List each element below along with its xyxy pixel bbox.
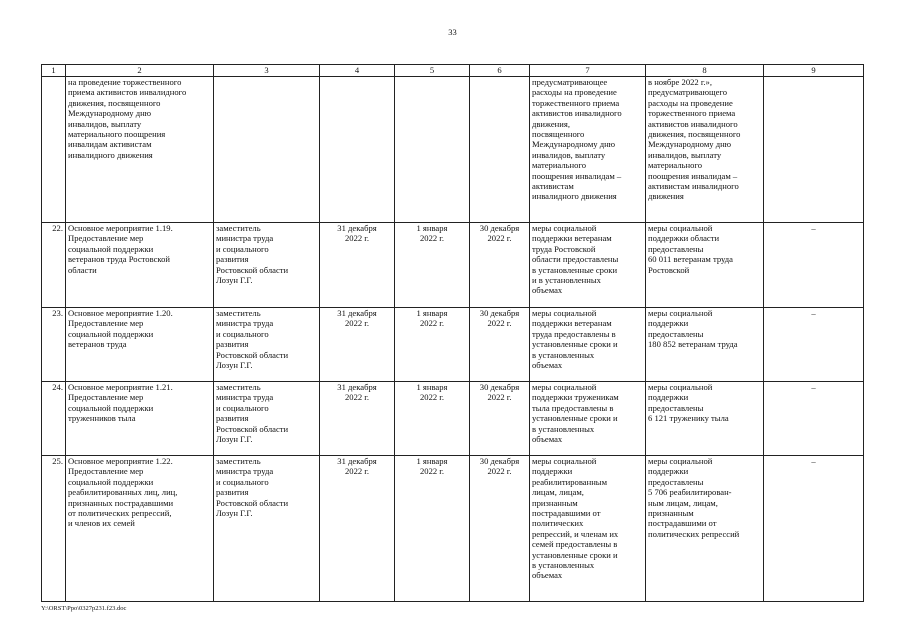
column-header: 8 — [646, 65, 764, 77]
responsible-cell: заместитель министра труда и социального развития Ростовской области Лозун Г.Г. — [214, 456, 320, 602]
column-header: 3 — [214, 65, 320, 77]
date-cell: 30 декабря 2022 г. — [470, 223, 530, 308]
date-cell: 31 декабря 2022 г. — [320, 456, 395, 602]
column-header: 6 — [470, 65, 530, 77]
event-cell: Основное мероприятие 1.19. Предоставление мер социальной поддержки ветеранов труда Ростовской области — [66, 223, 214, 308]
actual-result-cell: меры социальной поддержки предоставлены 180 852 ветеранам труда — [646, 308, 764, 382]
responsible-cell: заместитель министра труда и социального развития Ростовской области Лозун Г.Г. — [214, 223, 320, 308]
actual-result-cell: меры социальной поддержки области предоставлены 60 011 ветеранам труда Ростовской — [646, 223, 764, 308]
note-cell: – — [764, 308, 864, 382]
measures-table — [41, 64, 864, 602]
date-cell — [470, 77, 530, 223]
table-row — [42, 382, 864, 456]
table-row — [42, 456, 864, 602]
page-number: 33 — [448, 27, 457, 37]
row-number — [42, 77, 66, 223]
expected-result-cell: предусматривающее расходы на проведение торжественного приема активистов инвалидного движения, посвященного Международному дню инвалидов, выплату материального поощрения инвалидам – активистам инвалидного движения — [530, 77, 646, 223]
row-number: 24. — [42, 382, 66, 456]
note-cell: – — [764, 456, 864, 602]
actual-result-cell: меры социальной поддержки предоставлены 6 121 труженику тыла — [646, 382, 764, 456]
table-row — [42, 308, 864, 382]
expected-result-cell: меры социальной поддержки реабилитированным лицам, лицам, признанным пострадавшими от политических репрессий, и членам их семей предоставлены в установленные сроки и в установленных объемах — [530, 456, 646, 602]
event-cell: Основное мероприятие 1.22. Предоставление мер социальной поддержки реабилитированных лиц, лиц, признанных пострадавшими от политических репрессий, и членов их семей — [66, 456, 214, 602]
date-cell: 30 декабря 2022 г. — [470, 382, 530, 456]
date-cell: 31 декабря 2022 г. — [320, 223, 395, 308]
column-header: 2 — [66, 65, 214, 77]
continuation-row — [42, 77, 864, 223]
date-cell: 31 декабря 2022 г. — [320, 308, 395, 382]
event-cell: Основное мероприятие 1.21. Предоставление мер социальной поддержки труженников тыла — [66, 382, 214, 456]
column-header: 1 — [42, 65, 66, 77]
note-cell — [764, 77, 864, 223]
actual-result-cell: в ноябре 2022 г.», предусматривающего расходы на проведение торжественного приема активистов инвалидного движения, посвященного Международному дню инвалидов, выплату материального поощрения инвалидам – активистам инвалидного движения — [646, 77, 764, 223]
file-path-footer: Y:\ORST\Ppo\0327p231.f23.doc — [41, 605, 127, 612]
column-header: 7 — [530, 65, 646, 77]
responsible-cell — [214, 77, 320, 223]
date-cell: 30 декабря 2022 г. — [470, 456, 530, 602]
row-number: 23. — [42, 308, 66, 382]
note-cell: – — [764, 223, 864, 308]
column-header: 5 — [395, 65, 470, 77]
row-number: 25. — [42, 456, 66, 602]
expected-result-cell: меры социальной поддержки ветеранам труда предоставлены в установленные сроки и в установленных объемах — [530, 308, 646, 382]
event-cell: Основное мероприятие 1.20. Предоставление мер социальной поддержки ветеранов труда — [66, 308, 214, 382]
date-cell: 30 декабря 2022 г. — [470, 308, 530, 382]
expected-result-cell: меры социальной поддержки труженикам тыла предоставлены в установленные сроки и в установленных объемах — [530, 382, 646, 456]
row-number: 22. — [42, 223, 66, 308]
date-cell: 1 января 2022 г. — [395, 223, 470, 308]
column-header: 9 — [764, 65, 864, 77]
column-numbers-row — [42, 65, 864, 77]
table-row — [42, 223, 864, 308]
responsible-cell: заместитель министра труда и социального развития Ростовской области Лозун Г.Г. — [214, 382, 320, 456]
date-cell: 1 января 2022 г. — [395, 308, 470, 382]
note-cell: – — [764, 382, 864, 456]
date-cell — [395, 77, 470, 223]
event-cell: на проведение торжественного приема активистов инвалидного движения, посвященного Международному дню инвалидов, выплату материального поощрения инвалидам активистам инвалидного движения — [66, 77, 214, 223]
date-cell: 1 января 2022 г. — [395, 456, 470, 602]
expected-result-cell: меры социальной поддержки ветеранам труда Ростовской области предоставлены в установленные сроки и в установленных объемах — [530, 223, 646, 308]
column-header: 4 — [320, 65, 395, 77]
date-cell — [320, 77, 395, 223]
responsible-cell: заместитель министра труда и социального развития Ростовской области Лозун Г.Г. — [214, 308, 320, 382]
date-cell: 31 декабря 2022 г. — [320, 382, 395, 456]
actual-result-cell: меры социальной поддержки предоставлены 5 706 реабилитирован- ным лицам, лицам, признанным пострадавшими от политических репрессий — [646, 456, 764, 602]
date-cell: 1 января 2022 г. — [395, 382, 470, 456]
